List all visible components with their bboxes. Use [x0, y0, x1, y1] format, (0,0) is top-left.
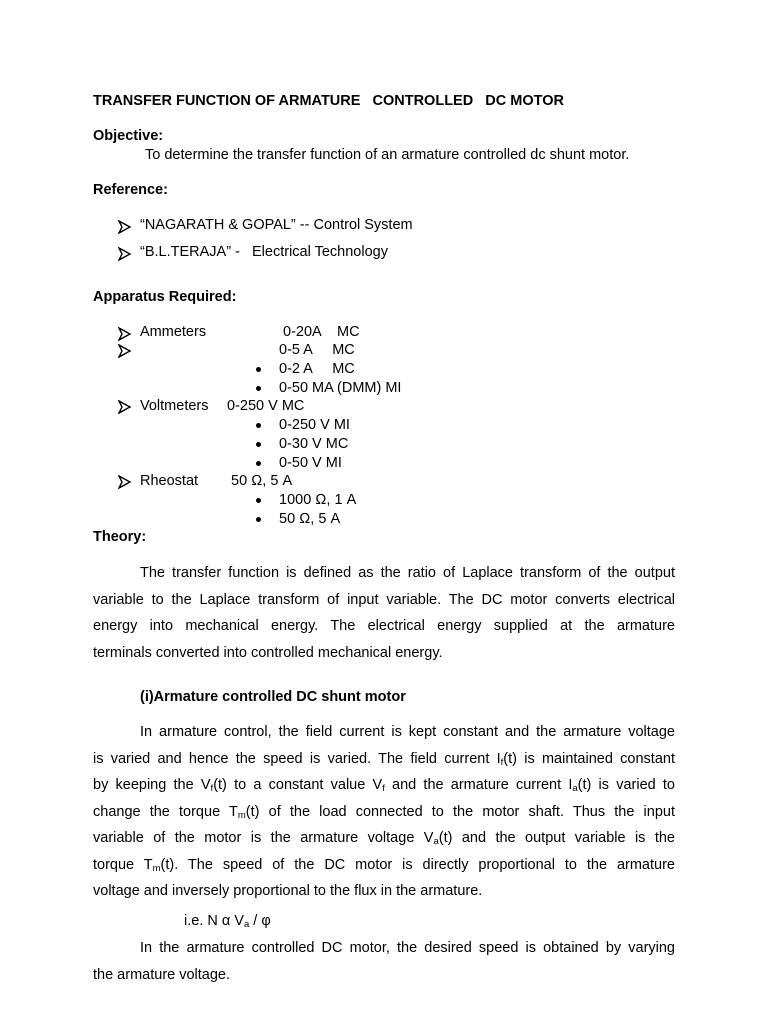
reference-book: “NAGARATH & GOPAL” — [140, 217, 296, 233]
armature-control-paragraph — [93, 719, 675, 905]
arrow-bullet-icon — [118, 400, 132, 414]
paragraph-line: torque $T_m(t)$. The speed of the DC motor is directly proportional to the armature — [93, 856, 675, 874]
paragraph-line: variable to the Laplace transform of input variable. The DC motor converts electrical — [93, 591, 675, 608]
speed-formula: i.e. N α $V_a$ / φ — [184, 913, 271, 930]
paragraph-line: energy into mechanical energy. The electrical energy supplied at the armature — [93, 618, 675, 634]
paragraph-line: is varied and hence the speed is varied. The field current $I_f(t)$ is maintained constant — [93, 750, 675, 768]
bullet-dot-icon — [256, 442, 261, 447]
arrow-bullet-icon — [118, 475, 132, 489]
theory-paragraph — [93, 560, 675, 666]
objective-heading: Objective: — [93, 128, 164, 144]
paragraph-line: variable of the motor is the armature voltage $V_a(t)$ and the output variable is the — [93, 830, 675, 847]
voltmeter-range: 0-50 V MI — [279, 455, 342, 471]
ammeter-range: 0-2 A MC — [279, 361, 355, 377]
voltmeter-range: 0-30 V MC — [279, 436, 349, 452]
bullet-dot-icon — [256, 498, 261, 503]
reference-subject: -- Control System — [299, 217, 413, 233]
bullet-dot-icon — [256, 461, 261, 466]
paragraph-line: The transfer function is defined as the ratio of Laplace transform of the output — [140, 565, 675, 581]
apparatus-heading: Apparatus Required: — [93, 289, 237, 305]
ammeters-label: Ammeters — [140, 324, 207, 340]
reference-book: “B.L.TERAJA” - — [140, 244, 240, 260]
bullet-dot-icon — [256, 517, 261, 522]
voltmeters-label: Voltmeters — [140, 398, 209, 414]
voltmeter-range: 0-250 V MC — [227, 398, 305, 414]
reference-heading: Reference: — [93, 182, 168, 198]
bullet-dot-icon — [256, 386, 261, 391]
arrow-bullet-icon — [118, 220, 132, 234]
conclusion-paragraph — [93, 935, 675, 988]
reference-item — [140, 244, 388, 260]
page-title: TRANSFER FUNCTION OF ARMATURE CONTROLLED DC MOTOR — [93, 93, 564, 109]
arrow-bullet-icon — [118, 327, 132, 341]
rheostat-rating: 50 Ω, 5 A — [279, 511, 341, 527]
section-subheading: (i)Armature controlled DC shunt motor — [140, 689, 406, 705]
bullet-dot-icon — [256, 367, 261, 372]
paragraph-line: In the armature controlled DC motor, the desired speed is obtained by varying — [140, 940, 675, 956]
arrow-bullet-icon — [118, 344, 132, 358]
rheostat-rating: 50 Ω, 5 A — [231, 473, 293, 489]
rheostat-label: Rheostat — [140, 473, 199, 489]
ammeter-range: 0-5 A MC — [279, 342, 355, 358]
paragraph-line: by keeping the $V_f(t)$ to a constant value $V_f$ and the armature current $I_a(t)$ is varied to — [93, 777, 675, 794]
paragraph-line: voltage and inversely proportional to the flux in the armature. — [93, 883, 483, 899]
paragraph-line: terminals converted into controlled mechanical energy. — [93, 644, 443, 661]
voltmeter-range: 0-250 V MI — [279, 417, 350, 433]
objective-text: To determine the transfer function of an armature controlled dc shunt motor. — [145, 147, 630, 163]
ammeter-range: 0-20A MC — [283, 324, 360, 340]
arrow-bullet-icon — [118, 247, 132, 261]
reference-subject: Electrical Technology — [252, 244, 388, 260]
theory-heading: Theory: — [93, 529, 147, 545]
reference-item — [140, 217, 413, 233]
paragraph-line: change the torque $T_m(t)$ of the load connected to the motor shaft. Thus the input — [93, 803, 675, 821]
paragraph-line: the armature voltage. — [93, 966, 231, 983]
rheostat-rating: 1000 Ω, 1 A — [279, 492, 357, 508]
ammeter-range: 0-50 MA (DMM) MI — [279, 380, 402, 396]
paragraph-line: In armature control, the field current is kept constant and the armature voltage — [140, 724, 675, 740]
bullet-dot-icon — [256, 423, 261, 428]
